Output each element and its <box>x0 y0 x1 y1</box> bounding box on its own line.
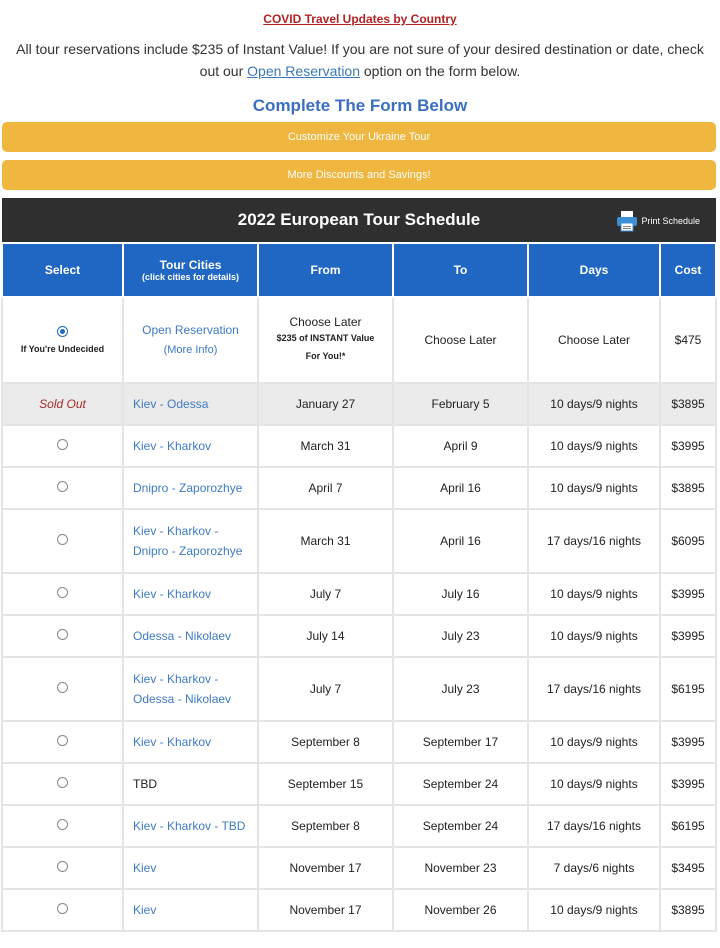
to-cell: September 24 <box>393 805 528 847</box>
cities-cell <box>123 721 258 763</box>
tour-radio[interactable] <box>57 439 68 450</box>
cost-cell: $3895 <box>660 467 716 509</box>
days-cell: 10 days/9 nights <box>528 383 660 425</box>
table-row <box>2 509 716 573</box>
cities-cell <box>123 805 258 847</box>
open-from-cell <box>258 297 393 383</box>
table-header-row <box>2 243 716 297</box>
days-cell: 10 days/9 nights <box>528 573 660 615</box>
select-cell <box>2 657 123 721</box>
col-cost: Cost <box>660 243 716 297</box>
cities-link[interactable]: Kiev - Kharkov <box>133 439 212 453</box>
to-cell: September 24 <box>393 763 528 805</box>
col-from: From <box>258 243 393 297</box>
cost-cell: $3895 <box>660 889 716 931</box>
open-reservation-cities-link[interactable]: Open Reservation <box>142 323 239 337</box>
intro-paragraph <box>0 38 720 82</box>
cities-link[interactable]: Kiev - Odessa <box>133 397 209 411</box>
cities-link[interactable]: Kiev - Kharkov <box>133 587 212 601</box>
from-cell: November 17 <box>258 889 393 931</box>
tour-radio[interactable] <box>57 481 68 492</box>
table-row <box>2 889 716 931</box>
table-row <box>2 615 716 657</box>
open-cost-cell: $475 <box>660 297 716 383</box>
days-cell: 10 days/9 nights <box>528 889 660 931</box>
from-cell: April 7 <box>258 467 393 509</box>
select-cell <box>2 615 123 657</box>
open-reservation-link[interactable]: Open Reservation <box>247 63 360 79</box>
cost-cell: $6195 <box>660 805 716 847</box>
print-schedule-label: Print Schedule <box>641 216 700 226</box>
open-reservation-row <box>2 297 716 383</box>
cities-cell <box>123 847 258 889</box>
tour-radio[interactable] <box>57 903 68 914</box>
col-cities-label: Tour Cities <box>159 258 222 272</box>
days-cell: 17 days/16 nights <box>528 657 660 721</box>
tour-radio[interactable] <box>57 534 68 545</box>
cost-cell: $3895 <box>660 383 716 425</box>
tour-radio[interactable] <box>57 819 68 830</box>
select-cell <box>2 425 123 467</box>
select-cell <box>2 509 123 573</box>
more-info-link[interactable]: (More Info) <box>163 344 218 356</box>
customize-tour-button[interactable]: Customize Your Ukraine Tour <box>2 122 716 152</box>
from-cell: July 7 <box>258 657 393 721</box>
cost-cell: $6195 <box>660 657 716 721</box>
days-cell: 10 days/9 nights <box>528 763 660 805</box>
open-days-cell: Choose Later <box>528 297 660 383</box>
table-row <box>2 383 716 425</box>
cities-cell <box>123 657 258 721</box>
cities-cell <box>123 889 258 931</box>
open-from-line2: $235 of INSTANT Value <box>276 333 375 343</box>
days-cell: 10 days/9 nights <box>528 615 660 657</box>
col-to: To <box>393 243 528 297</box>
table-row <box>2 425 716 467</box>
open-from-line3: For You!* <box>305 351 346 361</box>
intro-text: All tour reservations include $235 of Instant Value! If you are not sure of your desired destination or date, check out our <box>16 41 704 79</box>
to-cell: September 17 <box>393 721 528 763</box>
table-row <box>2 467 716 509</box>
cities-link[interactable]: Kiev - Kharkov <box>133 735 212 749</box>
intro-text-end: option on the form below. <box>360 63 521 79</box>
to-cell: July 16 <box>393 573 528 615</box>
select-cell <box>2 847 123 889</box>
to-cell: April 16 <box>393 467 528 509</box>
tour-radio[interactable] <box>57 587 68 598</box>
open-select-cell <box>2 297 123 383</box>
open-from-line1: Choose Later <box>289 315 362 329</box>
table-row <box>2 573 716 615</box>
days-cell: 10 days/9 nights <box>528 467 660 509</box>
schedule-header <box>2 198 716 242</box>
covid-updates-link[interactable]: COVID Travel Updates by Country <box>263 12 457 26</box>
select-cell <box>2 467 123 509</box>
table-row <box>2 805 716 847</box>
to-cell: April 16 <box>393 509 528 573</box>
days-cell: 7 days/6 nights <box>528 847 660 889</box>
cities-link[interactable]: Kiev - Kharkov - <box>133 672 219 686</box>
printer-icon <box>616 210 638 232</box>
cost-cell: $3995 <box>660 721 716 763</box>
to-cell: November 23 <box>393 847 528 889</box>
from-cell: January 27 <box>258 383 393 425</box>
days-cell: 10 days/9 nights <box>528 721 660 763</box>
select-cell <box>2 383 123 425</box>
from-cell: July 14 <box>258 615 393 657</box>
cities-cell <box>123 467 258 509</box>
from-cell: November 17 <box>258 847 393 889</box>
days-cell: 10 days/9 nights <box>528 425 660 467</box>
days-cell: 17 days/16 nights <box>528 509 660 573</box>
cities-link[interactable]: Kiev <box>133 861 157 875</box>
cities-link[interactable]: Odessa - Nikolaev <box>133 629 232 643</box>
cities-text: TBD <box>133 777 157 791</box>
from-cell: July 7 <box>258 573 393 615</box>
tour-radio[interactable] <box>57 777 68 788</box>
table-row <box>2 763 716 805</box>
schedule-title: 2022 European Tour Schedule <box>237 210 481 229</box>
open-to-cell: Choose Later <box>393 297 528 383</box>
cities-cell <box>123 763 258 805</box>
cities-link[interactable]: Kiev - Kharkov - TBD <box>133 819 246 833</box>
from-cell: September 8 <box>258 721 393 763</box>
select-cell <box>2 889 123 931</box>
cities-link[interactable]: Dnipro - Zaporozhye <box>133 481 243 495</box>
to-cell: November 26 <box>393 889 528 931</box>
table-row <box>2 721 716 763</box>
from-cell: September 8 <box>258 805 393 847</box>
days-cell: 17 days/16 nights <box>528 805 660 847</box>
from-cell: September 15 <box>258 763 393 805</box>
cities-cell <box>123 383 258 425</box>
cities-link[interactable]: Odessa - Nikolaev <box>133 692 232 706</box>
cost-cell: $3495 <box>660 847 716 889</box>
cities-cell <box>123 615 258 657</box>
from-cell: March 31 <box>258 425 393 467</box>
col-cities-sub: (click cities for details) <box>141 272 240 282</box>
select-cell <box>2 805 123 847</box>
cities-cell <box>123 573 258 615</box>
to-cell: July 23 <box>393 657 528 721</box>
cost-cell: $3995 <box>660 573 716 615</box>
cost-cell: $3995 <box>660 425 716 467</box>
col-select: Select <box>2 243 123 297</box>
select-cell <box>2 573 123 615</box>
cities-link[interactable]: Kiev - Kharkov - <box>133 524 219 538</box>
cities-cell <box>123 509 258 573</box>
tour-radio[interactable] <box>57 682 68 693</box>
select-cell <box>2 721 123 763</box>
undecided-label: If You're Undecided <box>20 344 105 354</box>
cost-cell: $3995 <box>660 763 716 805</box>
open-reservation-radio[interactable] <box>57 326 68 337</box>
tour-radio[interactable] <box>57 735 68 746</box>
col-days: Days <box>528 243 660 297</box>
tour-radio[interactable] <box>57 861 68 872</box>
table-row <box>2 847 716 889</box>
print-schedule-button[interactable] <box>616 210 700 232</box>
to-cell: February 5 <box>393 383 528 425</box>
sold-out-label: Sold Out <box>39 397 86 411</box>
col-cities <box>123 243 258 297</box>
cities-link[interactable]: Dnipro - Zaporozhye <box>133 544 243 558</box>
table-row <box>2 657 716 721</box>
tour-radio[interactable] <box>57 629 68 640</box>
open-cities-cell <box>123 297 258 383</box>
cities-cell <box>123 425 258 467</box>
to-cell: July 23 <box>393 615 528 657</box>
to-cell: April 9 <box>393 425 528 467</box>
cost-cell: $6095 <box>660 509 716 573</box>
discounts-button[interactable]: More Discounts and Savings! <box>2 160 716 190</box>
from-cell: March 31 <box>258 509 393 573</box>
covid-updates-row <box>0 0 720 36</box>
cities-link[interactable]: Kiev <box>133 903 157 917</box>
cost-cell: $3995 <box>660 615 716 657</box>
tour-schedule-table <box>1 242 717 932</box>
select-cell <box>2 763 123 805</box>
form-title: Complete The Form Below <box>252 96 468 115</box>
